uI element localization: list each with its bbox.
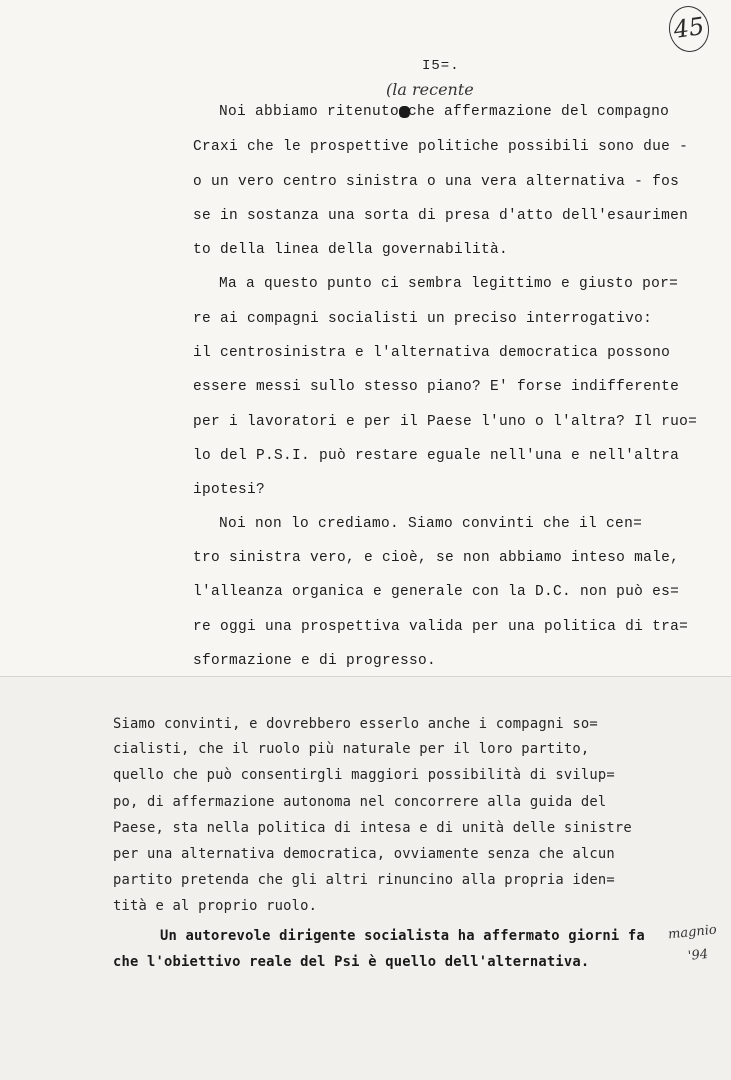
text-line: re oggi una prospettiva valida per una politica di tra= <box>193 619 689 635</box>
text-line: Paese, sta nella politica di intesa e di unità delle sinistre <box>113 820 632 836</box>
text-line: che l'obiettivo reale del Psi è quello dell'alternativa. <box>113 954 590 970</box>
text-line: Noi abbiamo ritenuto che affermazione del compagno <box>219 104 670 120</box>
text-line: Un autorevole dirigente socialista ha affermato giorni fa <box>160 928 645 944</box>
text-line: per una alternativa democratica, ovviamente senza che alcun <box>113 846 615 862</box>
text-line: tità e al proprio ruolo. <box>113 898 318 914</box>
text-line: cialisti, che il ruolo più naturale per il loro partito, <box>113 741 590 757</box>
text-line: se in sostanza una sorta di presa d'atto dell'esaurimen <box>193 208 689 224</box>
text-line: po, di affermazione autonoma nel concorrere alla guida del <box>113 794 607 810</box>
margin-note-line2: '94 <box>687 946 709 965</box>
text-line: tro sinistra vero, e cioè, se non abbiamo inteso male, <box>193 550 680 566</box>
text-line: essere messi sullo stesso piano? E' forse indifferente <box>193 379 680 395</box>
page-number: I5=. <box>422 58 460 74</box>
margin-note-line1: magnio <box>667 922 718 943</box>
text-line: re ai compagni socialisti un preciso interrogativo: <box>193 311 653 327</box>
text-line: il centrosinistra e l'alternativa democratica possono <box>193 345 671 361</box>
text-line: l'alleanza organica e generale con la D.C. non può es= <box>193 584 680 600</box>
text-line: to della linea della governabilità. <box>193 242 509 258</box>
text-line: per i lavoratori e per il Paese l'uno o l'altra? Il ruo= <box>193 414 698 430</box>
text-line: partito pretenda che gli altri rinuncino alla propria iden= <box>113 872 615 888</box>
text-line: Ma a questo punto ci sembra legittimo e giusto por= <box>219 276 679 292</box>
text-line: lo del P.S.I. può restare eguale nell'una e nell'altra <box>193 448 680 464</box>
handwritten-insertion: (la recente <box>386 80 474 99</box>
text-line: o un vero centro sinistra o una vera alternativa - fos <box>193 174 680 190</box>
text-line: ipotesi? <box>193 482 266 498</box>
circled-page-number: 45 <box>666 3 712 54</box>
text-line: quello che può consentirgli maggiori possibilità di svilup= <box>113 767 615 783</box>
text-line: Noi non lo crediamo. Siamo convinti che il cen= <box>219 516 643 532</box>
text-line: Siamo convinti, e dovrebbero esserlo anche i compagni so= <box>113 716 598 732</box>
text-line: sformazione e di progresso. <box>193 653 437 669</box>
text-line: Craxi che le prospettive politiche possibili sono due - <box>193 139 689 155</box>
